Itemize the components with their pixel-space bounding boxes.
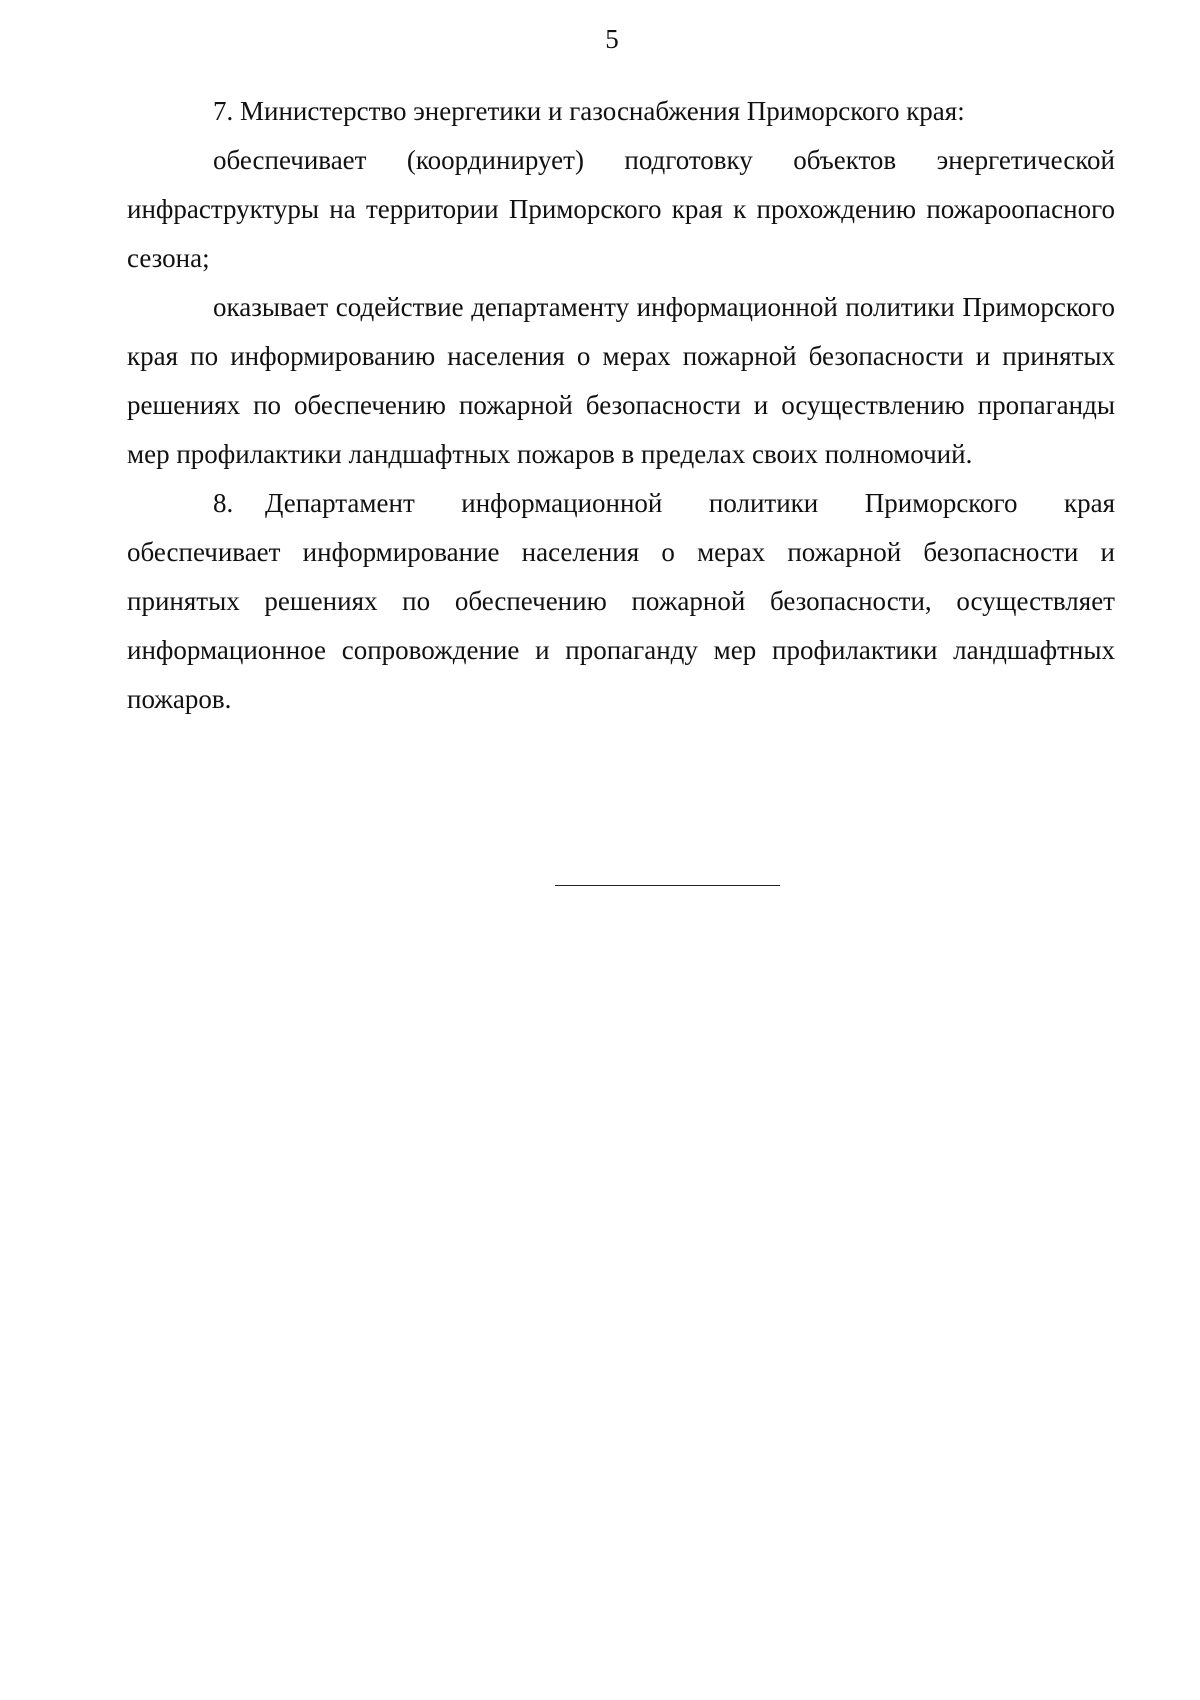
end-separator-line — [555, 885, 780, 886]
document-body — [127, 87, 1115, 724]
paragraph-item-7: 7. Министерство энергетики и газоснабжения Приморского края: — [213, 96, 965, 126]
item-8-number: 8. — [213, 488, 234, 518]
paragraph-information-assistance: оказывает содействие департаменту информационной политики Приморского края по информированию населения о мерах пожарной безопасности и принятых решениях по обеспечению пожарной безопасности и осуществлению пропаганды мер профилактики ландшафтных пожаров в пределах своих полномочий. — [127, 292, 1115, 469]
paragraph-item-8 — [127, 479, 1115, 724]
page-number: 5 — [605, 24, 619, 54]
item-8-text: Департамент информационной политики Приморского края обеспечивает информирование населения о мерах пожарной безопасности и принятых решениях по обеспечению пожарной безопасности, осуществляет информационное сопровождение и пропаганду мер профилактики ландшафтных пожаров. — [127, 488, 1115, 714]
paragraph-energy-infrastructure: обеспечивает (координирует) подготовку объектов энергетической инфраструктуры на территории Приморского края к прохождению пожароопасного сезона; — [127, 145, 1115, 273]
